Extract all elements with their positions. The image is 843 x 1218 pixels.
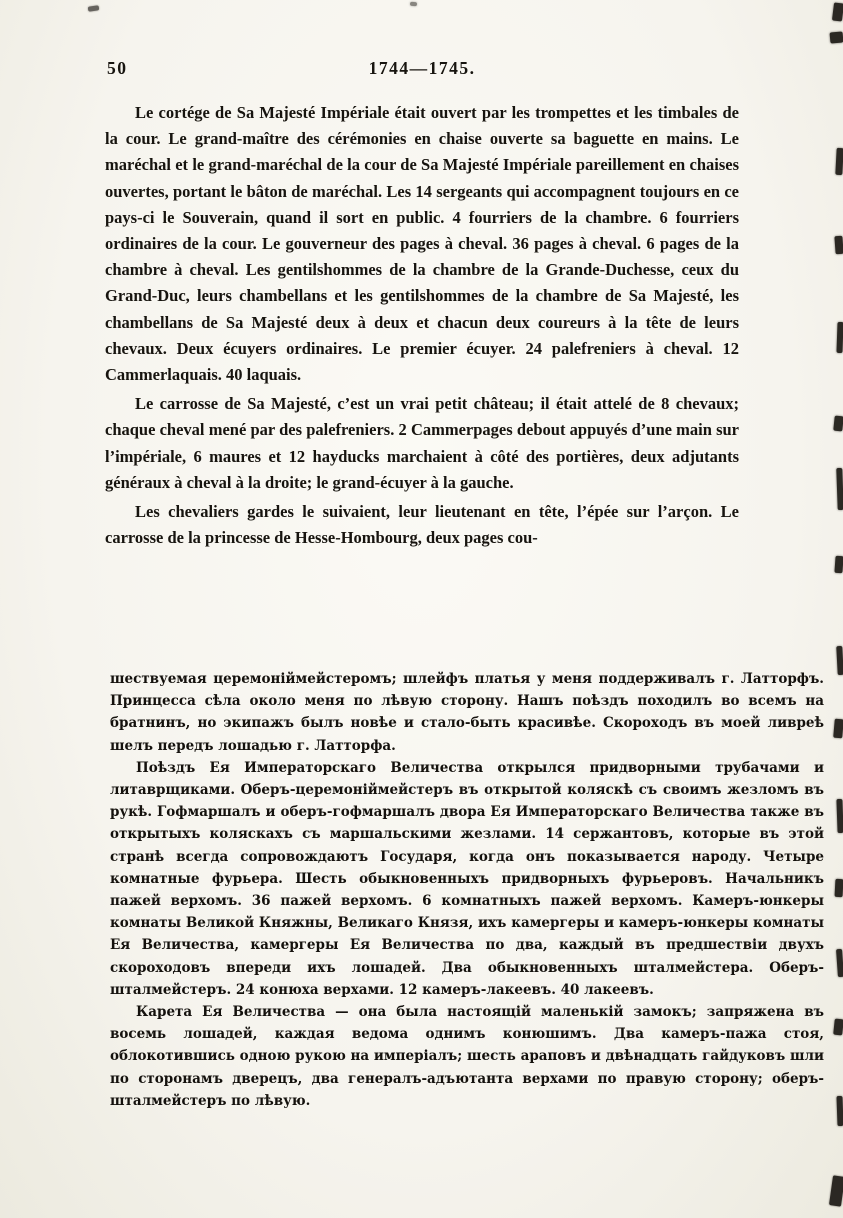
scan-artifact [833,416,843,432]
footnote-paragraph-3: Карета Ея Величества — она была настоящій маленькій замокъ; запряжена въ восемь лошадей, каждая ведома однимъ конюшимъ. Два камеръ-пажа стоя, облокотившись одною рукою на имперіалъ; шесть араповъ и двѣнадцать гайдуковъ шли по сторонамъ дверецъ, два генералъ-адъютанта верхами по правую сторону; оберъ-шталмейстеръ по лѣвую. [110,1004,824,1109]
scan-artifact [836,1096,843,1126]
scan-artifact [836,949,843,977]
footnote-paragraph-1: шествуемая церемоніймейстеромъ; шлейфъ платья у меня поддерживалъ г. Латторфъ. Принцесса сѣла около меня по лѣвую сторону. Нашъ поѣздъ походилъ во всемъ на братнинъ, но экипажъ былъ новѣе и стало-быть красивѣе. Скороходъ въ моей ливреѣ шелъ передъ лошадью г. Латторфа. [110,671,824,754]
scan-artifact [410,2,417,6]
main-text-block [105,100,739,554]
scan-artifact [88,5,100,11]
running-head: 1744—1745. [368,58,476,78]
scan-artifact [832,2,843,21]
footnote-block [110,668,824,1112]
scan-artifact [834,236,843,255]
scan-artifact [836,322,843,353]
scan-artifact [833,1019,843,1036]
french-paragraph-3: Les chevaliers gardes le suivaient, leur lieutenant en tête, l’épée sur l’arçon. Le carrosse de la princesse de Hesse-Hombourg, deux pages cou- [105,502,739,548]
footnote-paragraph-2: Поѣздъ Ея Императорскаго Величества открылся придворными трубачами и литаврщиками. Оберъ-церемоніймейстеръ въ открытой коляскѣ съ своимъ жезломъ въ рукѣ. Гофмаршалъ и оберъ-гофмаршалъ двора Ея Императорскаго Величества также въ открытыхъ коляскахъ съ маршальскими жезлами. 14 сержантовъ, которые въ этой странѣ всегда сопровождаютъ Государя, когда онъ показывается народу. Четыре комнатные фурьера. Шесть обыкновенныхъ придворныхъ фурьеровъ. Начальникъ пажей верхомъ. 36 пажей верхомъ. 6 комнатныхъ пажей верхомъ. Камеръ-юнкеры комнаты Великой Княжны, Великаго Князя, ихъ камергеры и камеръ-юнкеры комнаты Ея Величества, камергеры Ея Величества по два, каждый въ предшествіи двухъ скороходовъ впереди ихъ лошадей. Два обыкновенныхъ шталмейстера. Оберъ-шталмейстеръ. 24 конюха верхами. 12 камеръ-лакеевъ. 40 лакеевъ. [110,759,824,998]
page-header [105,58,739,82]
french-paragraph-2: Le carrosse de Sa Majesté, c’est un vrai petit château; il était attelé de 8 chevaux; chaque cheval mené par des palefreniers. 2 Cammerpages debout appuyés d’une main sur l’impériale, 6 maures et 12 hayducks marchaient à côté des portières, deux adjutants généraux à cheval à la droite; le grand-écuyer à la gauche. [105,394,739,492]
scan-artifact [833,719,843,739]
scan-artifact [836,646,843,675]
page-number: 50 [107,58,128,78]
scan-artifact [836,468,843,510]
scan-artifact [835,879,843,897]
scan-artifact [834,556,843,574]
scan-artifact [830,31,843,43]
french-paragraph-1: Le cortége de Sa Majesté Impériale était ouvert par les trompettes et les timbales de la cour. Le grand-maître des cérémonies en chaise ouverte sa baguette en mains. Le maréchal et le grand-maréchal de la cour de Sa Majesté Impériale pareillement en chaises ouvertes, portant le bâton de maréchal. Les 14 sergeants qui accompagnent toujours en ce pays-ci le Souverain, quand il sort en public. 4 fourriers de la chambre. 6 fourriers ordinaires de la cour. Le gouverneur des pages à cheval. 36 pages à cheval. 6 pages de la chambre à cheval. Les gentilshommes de la chambre de la Grande-Duchesse, ceux du Grand-Duc, leurs chambellans et les gentilshommes de la chambre de Sa Majesté, les chambellans de Sa Majesté deux à deux et chacun deux coureurs à la tête de leurs chevaux. Deux écuyers ordinaires. Le premier écuyer. 24 palefreniers à cheval. 12 Cammerlaquais. 40 laquais. [105,103,739,385]
scan-artifact [835,148,843,175]
scan-artifact [829,1175,843,1206]
scan-artifact [836,799,843,833]
